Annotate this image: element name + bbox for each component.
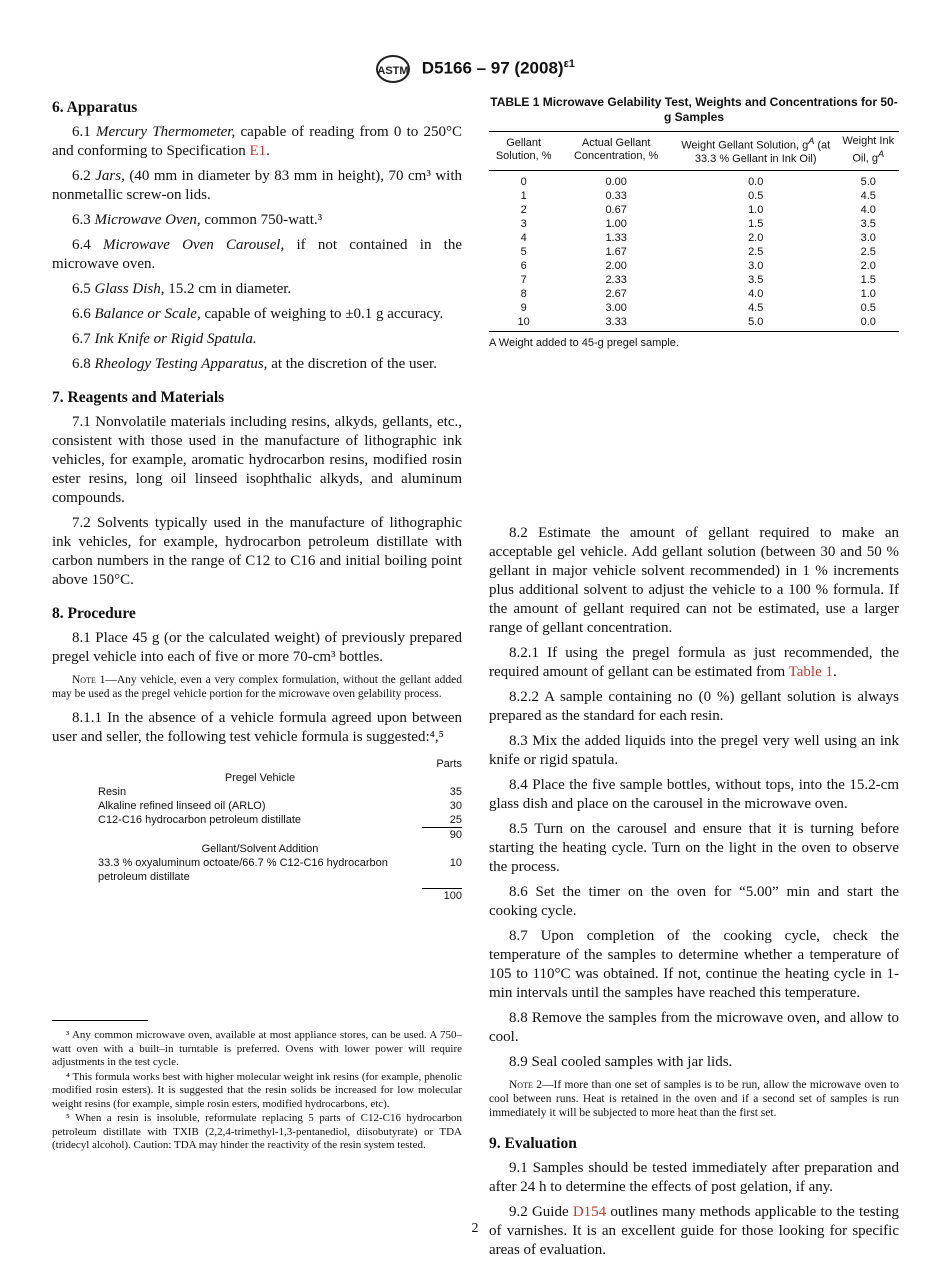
table-row: 8 2.67 4.0 1.0 <box>520 287 876 300</box>
right-column <box>489 524 899 1266</box>
formula-row: Alkaline refined linseed oil (ARLO) 30 <box>98 800 462 812</box>
epsilon: ε1 <box>563 57 575 70</box>
para-8-2-1: 8.2.1 If using the pregel formula as just recommended, the required amount of gellant can be estimated from Table 1. <box>489 645 899 680</box>
para-8-8: 8.8 Remove the samples from the microwave oven, and allow to cool. <box>489 1010 899 1045</box>
table-row: 1 0.33 0.5 4.5 <box>520 189 876 202</box>
section-8-title: 8. Procedure <box>52 605 136 622</box>
col-header: Gellant Solution, % <box>489 132 558 171</box>
table-footnote: A Weight added to 45-g pregel sample. <box>489 336 679 349</box>
para-6-6: 6.6 Balance or Scale, capable of weighing to ±0.1 g accuracy. <box>72 306 444 322</box>
footnote-4: ⁴ This formula works best with higher molecular weight ink resins (for example, phenolic modified rosin esters). It is suggested that the resin solids be increased for low molecular weight resins (for example, simple rosin esters, modified hydrocarbons, etc). <box>52 1070 462 1110</box>
note-2: Note 2—If more than one set of samples is to be run, allow the microwave oven to cool between runs. Heat is retained in the oven and if a second set of samples is run immediately it will be subjected to more heat than the first set. <box>489 1079 899 1119</box>
section-9-title: 9. Evaluation <box>489 1135 577 1152</box>
table-row: 5 1.67 2.5 2.5 <box>520 245 876 258</box>
para-8-5: 8.5 Turn on the carousel and ensure that it is turning before starting the heating cycle. Turn on the light in the oven to observe the process. <box>489 821 899 875</box>
footnotes <box>52 1020 462 1154</box>
para-8-1-1: 8.1.1 In the absence of a vehicle formula agreed upon between user and seller, the following test vehicle formula is suggested:⁴,⁵ <box>52 710 462 745</box>
left-column <box>52 94 462 903</box>
para-8-2: 8.2 Estimate the amount of gellant required to make an acceptable gel vehicle. Add gellant solution (between 30 and 50 % gellant in major vehicle solvent recommended) in 1 % increments plus additional solvent to adjust the vehicle to a 100 % formula. If the amount of gellant required can not be estimated, use a larger range of gellant concentration. <box>489 525 899 636</box>
col-header: Weight Gellant Solution, $g^A$ (at 33.3 % Gellant in Ink Oil) <box>674 132 837 171</box>
para-6-2: 6.2 Jars, (40 mm in diameter by 83 mm in height), 70 cm³ with nonmetallic screw-on lids. <box>52 168 463 203</box>
table-1-link[interactable]: Table 1 <box>788 664 833 680</box>
para-8-3: 8.3 Mix the added liquids into the pregel very well using an ink knife or rigid spatula. <box>489 733 899 768</box>
col-header: Weight Ink Oil, $g^A$ <box>837 132 899 171</box>
astm-logo-icon <box>375 54 411 84</box>
para-6-8: 6.8 Rheology Testing Apparatus, at the discretion of the user. <box>72 356 437 372</box>
para-8-4: 8.4 Place the five sample bottles, without tops, into the 15.2-cm glass dish and place on the carousel in the microwave oven. <box>489 777 899 812</box>
para-8-9: 8.9 Seal cooled samples with jar lids. <box>509 1054 733 1070</box>
para-6-3: 6.3 Microwave Oven, common 750-watt.³ <box>72 212 323 228</box>
document-header <box>0 54 950 84</box>
table-row: 3 1.00 1.5 3.5 <box>520 217 876 230</box>
table-row: 6 2.00 3.0 2.0 <box>520 259 876 272</box>
para-6-4: 6.4 Microwave Oven Carousel, if not contained in the microwave oven. <box>52 237 462 272</box>
para-7-1: 7.1 Nonvolatile materials including resins, alkyds, gellants, etc., consistent with those used in the manufacture of lithographic ink vehicles, for example, aromatic hydrocarbon resins, modified rosin ester resins, long oil linseed isophthalic alkyds, and aluminum compounds. <box>52 414 462 506</box>
svg-text:ASTM: ASTM <box>377 65 409 77</box>
col-header: Actual Gellant Concentration, % <box>558 132 674 171</box>
designation: D5166 – 97 (2008) <box>421 58 564 78</box>
para-8-1: 8.1 Place 45 g (or the calculated weight) of previously prepared pregel vehicle into each of five or more 70-cm³ bottles. <box>52 630 462 665</box>
table-title: TABLE 1 Microwave Gelability Test, Weights and Concentrations for 50-g Samples <box>490 95 898 124</box>
para-8-2-2: 8.2.2 A sample containing no (0 %) gellant solution is always prepared as the standard for each resin. <box>489 689 899 724</box>
para-8-7: 8.7 Upon completion of the cooking cycle, check the temperature of the samples to determine whether a temperature of 105 to 110°C was obtained. If not, continue the heating cycle in 1-min intervals until the samples have reached this temperature. <box>489 928 899 1001</box>
footnote-3: ³ Any common microwave oven, available at most appliance stores, can be used. A 750–watt oven with a built–in turntable is preferred. Ovens with lower power will require adjustments in the test cycle. <box>52 1029 462 1068</box>
para-6-5: 6.5 Glass Dish, 15.2 cm in diameter. <box>72 281 292 297</box>
table-row: 0 0.00 0.0 5.0 <box>520 175 876 188</box>
footnote-5: ⁵ When a resin is insoluble, reformulate replacing 5 parts of C12-C16 hydrocarbon petroleum distillate with TXIB (2,2,4-trimethyl-1,3-pentanediol, diisobutyrate) or TDA (tridecyl alcohol). Caution: TDA may hinder the reactivity of the resin system tested. <box>52 1112 462 1151</box>
d154-link[interactable]: D154 <box>572 1204 607 1220</box>
table-1 <box>489 95 899 349</box>
e1-link[interactable]: E1 <box>249 143 267 159</box>
para-8-6: 8.6 Set the timer on the oven for “5.00” min and start the cooking cycle. <box>489 884 899 919</box>
section-7-title: 7. Reagents and Materials <box>52 389 225 406</box>
section-6-title: 6. Apparatus <box>52 99 138 116</box>
para-6-7: 6.7 Ink Knife or Rigid Spatula. <box>72 331 257 347</box>
formula-row: Resin 35 <box>98 786 462 798</box>
para-9-2: 9.2 Guide D154 outlines many methods applicable to the testing of varnishes. It is an excellent guide for those looking for specific areas of evaluation. <box>489 1204 899 1258</box>
page-number: 2 <box>471 1221 479 1236</box>
para-9-1: 9.1 Samples should be tested immediately after preparation and after 24 h to determine the effects of post gelation, if any. <box>489 1160 899 1195</box>
table-row: 2 0.67 1.0 4.0 <box>520 203 876 216</box>
table-row: 7 2.33 3.5 1.5 <box>520 273 876 286</box>
formula-row: C12-C16 hydrocarbon petroleum distillate 25 <box>98 814 462 826</box>
para-7-2: 7.2 Solvents typically used in the manufacture of lithographic ink vehicles, for example, hydrocarbon petroleum distillate with carbon numbers in the range of C12 to C16 and initial boiling point above 150°C. <box>52 515 462 588</box>
formula-table: Parts Pregel Vehicle Resin 35 Alkaline refined linseed oil (ARLO) 30 C12-C16 hydrocarbon petroleum distillate 25 90 Gellant/Solvent Addition 33.3 % oxyaluminum octoate/66.7 % C12-C16 hydrocarbon petroleum distillate 10 100 <box>98 758 462 902</box>
table-row: 4 1.33 2.0 3.0 <box>520 231 876 244</box>
note-1: Note 1—Any vehicle, even a very complex formulation, without the gellant added may be used as the pregel vehicle portion for the microwave oven gelability process. <box>52 674 462 700</box>
para-6-1: 6.1 Mercury Thermometer, capable of reading from 0 to 250°C and conforming to Specification E1. <box>52 124 463 159</box>
table-row: 9 3.00 4.5 0.5 <box>520 301 876 314</box>
footnote-rule <box>52 1020 148 1021</box>
table-row: 10 3.33 5.0 0.0 <box>489 315 899 332</box>
